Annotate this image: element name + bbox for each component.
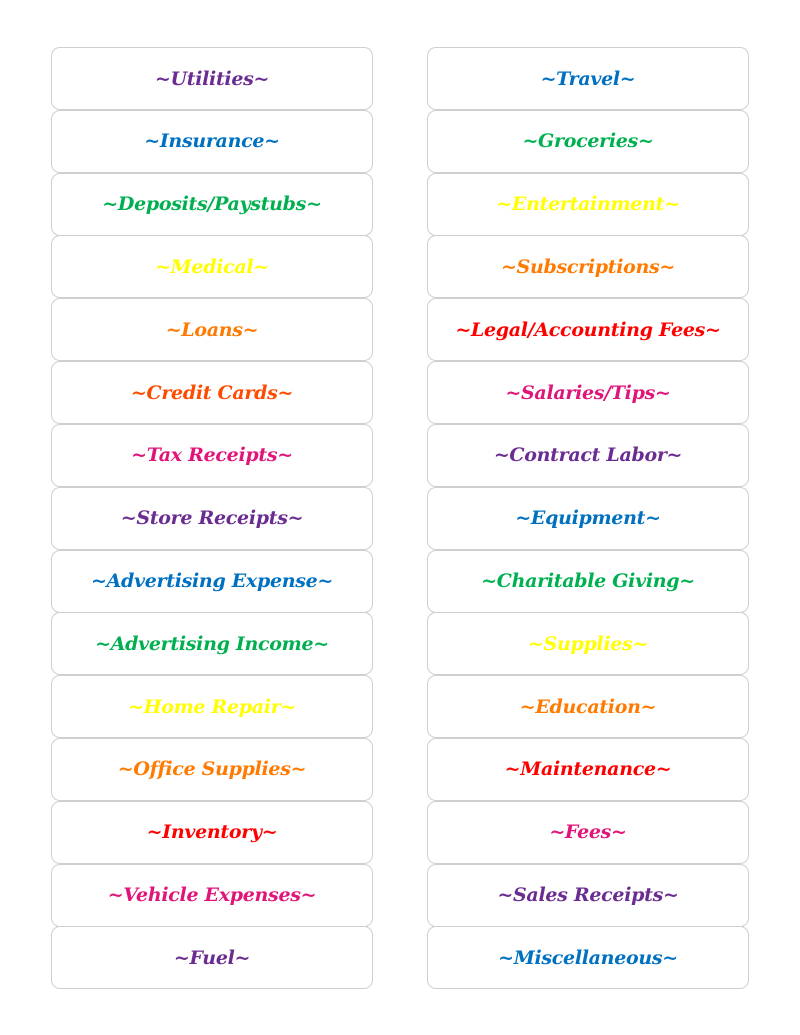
label-box <box>427 487 749 550</box>
label-column-left <box>51 47 373 989</box>
label-box <box>51 675 373 738</box>
label-box <box>427 612 749 675</box>
label-box <box>51 612 373 675</box>
label-text: ~Maintenance~ <box>504 758 672 781</box>
label-box <box>427 926 749 989</box>
label-text: ~Groceries~ <box>522 130 654 153</box>
label-text: ~Advertising Income~ <box>95 632 329 655</box>
label-box <box>427 361 749 424</box>
label-box <box>427 738 749 801</box>
label-text: ~Store Receipts~ <box>120 507 304 530</box>
label-box <box>427 298 749 361</box>
label-text: ~Utilities~ <box>154 67 270 90</box>
label-box <box>427 47 749 110</box>
label-text: ~Supplies~ <box>527 632 649 655</box>
label-text: ~Credit Cards~ <box>130 381 294 404</box>
label-box <box>427 235 749 298</box>
label-text: ~Fees~ <box>549 821 627 844</box>
label-text: ~Medical~ <box>155 255 269 278</box>
label-box <box>427 173 749 236</box>
label-text: ~Fuel~ <box>173 946 251 969</box>
label-box <box>427 110 749 173</box>
label-text: ~Tax Receipts~ <box>131 444 293 467</box>
label-text: ~Entertainment~ <box>496 193 680 216</box>
label-text: ~Charitable Giving~ <box>481 570 695 592</box>
label-box <box>51 550 373 613</box>
label-text: ~Home Repair~ <box>127 695 297 718</box>
label-box <box>51 47 373 110</box>
label-box <box>51 298 373 361</box>
label-text: ~Travel~ <box>540 67 636 90</box>
label-box <box>427 424 749 487</box>
label-box <box>51 487 373 550</box>
label-box <box>427 550 749 613</box>
label-box <box>51 864 373 927</box>
label-text: ~Education~ <box>519 695 657 718</box>
label-text: ~Vehicle Expenses~ <box>107 884 317 907</box>
label-box <box>51 738 373 801</box>
label-box <box>51 424 373 487</box>
label-box <box>51 361 373 424</box>
label-box <box>51 173 373 236</box>
label-text: ~Deposits/Paystubs~ <box>102 193 322 216</box>
label-text: ~Miscellaneous~ <box>498 946 678 969</box>
label-box <box>427 801 749 864</box>
label-box <box>51 235 373 298</box>
label-text: ~Contract Labor~ <box>493 444 683 467</box>
label-text: ~Sales Receipts~ <box>497 884 679 907</box>
label-text: ~Insurance~ <box>144 130 280 153</box>
label-text: ~Office Supplies~ <box>117 758 307 781</box>
label-box <box>51 110 373 173</box>
label-text: ~Advertising Expense~ <box>90 570 334 592</box>
label-box <box>51 801 373 864</box>
label-box <box>51 926 373 989</box>
label-text: ~Legal/Accounting Fees~ <box>455 318 721 341</box>
label-text: ~Loans~ <box>165 318 259 341</box>
label-text: ~Equipment~ <box>515 507 661 530</box>
label-column-right <box>427 47 749 989</box>
label-text: ~Subscriptions~ <box>500 255 676 278</box>
label-text: ~Salaries/Tips~ <box>505 381 671 404</box>
label-box <box>427 675 749 738</box>
label-text: ~Inventory~ <box>146 821 278 844</box>
label-box <box>427 864 749 927</box>
